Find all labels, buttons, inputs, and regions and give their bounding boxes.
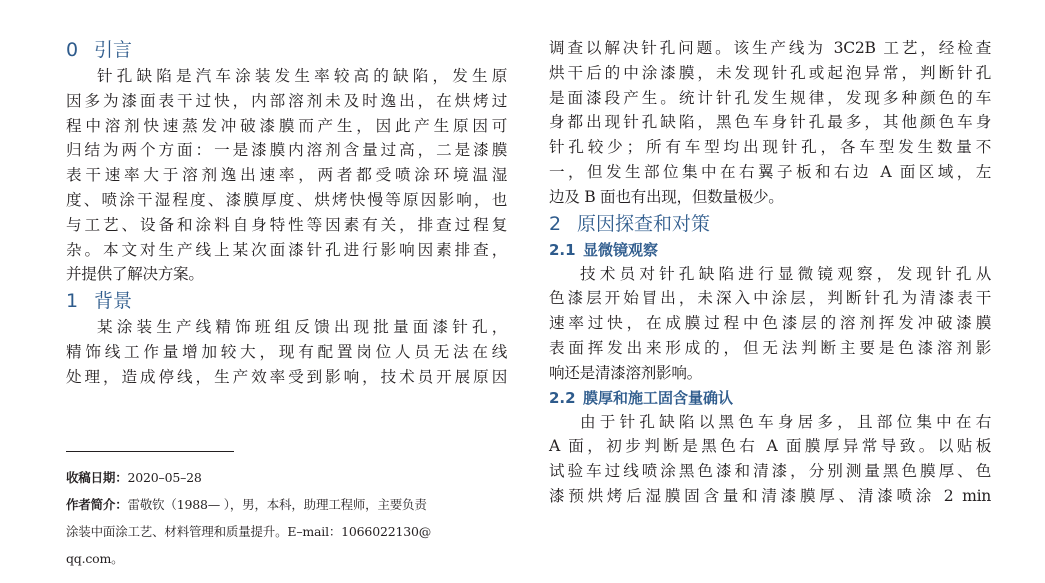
- paragraph-line: 针孔缺陷是汽车涂装发生率较高的缺陷，发生原: [97, 67, 507, 85]
- paragraph-line: 身都出现针孔缺陷，黑色车身针孔最多，其他颜色车身: [549, 113, 991, 132]
- paragraph-line: 漆预烘烤后湿膜固含量和清漆膜厚、清漆喷涂 2 min: [549, 486, 991, 505]
- author-label: 作者简介：: [66, 497, 128, 512]
- paragraph-line: A 面，初步判断是黑色右 A 面膜厚异常导致。以贴板: [549, 437, 991, 456]
- paragraph-line: 程中溶剂快速蒸发冲破漆膜而产生，因此产生原因可: [66, 116, 507, 135]
- subsection-number: 2.2: [549, 388, 576, 407]
- paragraph-line: 速率过快，在成膜过程中色漆层的溶剂挥发冲破漆膜: [549, 314, 991, 333]
- paragraph-line: 烘干后的中涂漆膜，未发现针孔或起泡异常，判断针孔: [549, 63, 991, 82]
- paragraph-line: 试验车过线喷涂黑色漆和清漆，分别测量黑色膜厚、色: [549, 462, 991, 481]
- subsection-title: 显微镜观察: [583, 240, 659, 259]
- subsection-number: 2.1: [549, 240, 576, 259]
- subsection-title: 膜厚和施工固含量确认: [583, 388, 734, 407]
- paragraph-line: 因多为漆面表干过快，内部溶剂未及时逸出，在烘烤过: [66, 91, 507, 110]
- section-title: 背景: [94, 290, 133, 313]
- paragraph-line: 归结为两个方面：一是漆膜内溶剂含量过高，二是漆膜: [66, 141, 507, 160]
- paragraph-line: 是面漆段产生。统计针孔发生规律，发现多种颜色的车: [549, 88, 991, 107]
- received-date: 2020–05–28: [127, 470, 202, 485]
- paragraph-line: 与工艺、设备和涂料自身特性等因素有关，排查过程复: [66, 215, 507, 234]
- paragraph-line: 表干速率大于溶剂逸出速率，两者都受喷涂环境温湿: [66, 166, 507, 185]
- subsection-2-2-heading: [549, 386, 991, 410]
- section-number: 0: [66, 39, 79, 61]
- section-title: 原因探查和对策: [577, 212, 711, 235]
- paragraph-line: 精饰线工作量增加较大，现有配置岗位人员无法在线: [66, 342, 507, 361]
- paragraph-line: 调查以解决针孔问题。该生产线为 3C2B 工艺，经检查: [549, 39, 991, 57]
- received-date-note: [66, 466, 507, 489]
- paragraph-line: 某涂装生产线精饰班组反馈出现批量面漆针孔，: [97, 318, 507, 337]
- paragraph-line: 由于针孔缺陷以黑色车身居多，且部位集中在右: [580, 412, 991, 431]
- paragraph-line: 杂。本文对生产线上某次面漆针孔进行影响因素排查，: [66, 240, 507, 259]
- paragraph-line: 响还是清漆溶剂影响。: [549, 363, 702, 382]
- paragraph-line: 针孔较少；所有车型均出现针孔，各车型发生数量不: [549, 138, 991, 157]
- paragraph-line: 处理，造成停线，生产效率受到影响，技术员开展原因: [66, 367, 507, 386]
- author-note: [66, 493, 507, 516]
- section-1-heading: [66, 287, 507, 315]
- author-info: 雷敬钦（1988— ），男，本科，助理工程师，主要负责: [127, 497, 427, 512]
- paragraph-line: 一，但发生部位集中在右翼子板和右边 A 面区域，左: [549, 162, 991, 181]
- section-0-heading: [66, 36, 507, 64]
- author-note-line: 涂装中面涂工艺、材料管理和质量提升。E–mail：1066022130@: [66, 524, 432, 539]
- left-column: [66, 36, 507, 390]
- paragraph-line: 并提供了解决方案。: [66, 265, 204, 284]
- paragraph-line: 色漆层开始冒出，未深入中涂层，判断针孔为清漆表干: [549, 289, 991, 308]
- footnote-divider: [66, 451, 234, 452]
- right-column: [549, 36, 991, 509]
- paragraph-line: 表面挥发出来形成的，但无法判断主要是色漆溶剂影: [549, 338, 991, 357]
- paragraph-line: 边及 B 面也有出现，但数量极少。: [549, 187, 784, 206]
- section-2-heading: [549, 210, 991, 238]
- section-number: 1: [66, 290, 79, 313]
- section-number: 2: [549, 212, 562, 235]
- section-title: 引言: [94, 39, 133, 61]
- author-note-line: qq.com。: [66, 551, 124, 566]
- subsection-2-1-heading: [549, 238, 991, 262]
- paragraph-line: 度、喷涂干湿程度、漆膜厚度、烘烤快慢等原因影响，也: [66, 190, 507, 209]
- received-label: 收稿日期：: [66, 470, 128, 485]
- paragraph-line: 技术员对针孔缺陷进行显微镜观察，发现针孔从: [580, 264, 991, 283]
